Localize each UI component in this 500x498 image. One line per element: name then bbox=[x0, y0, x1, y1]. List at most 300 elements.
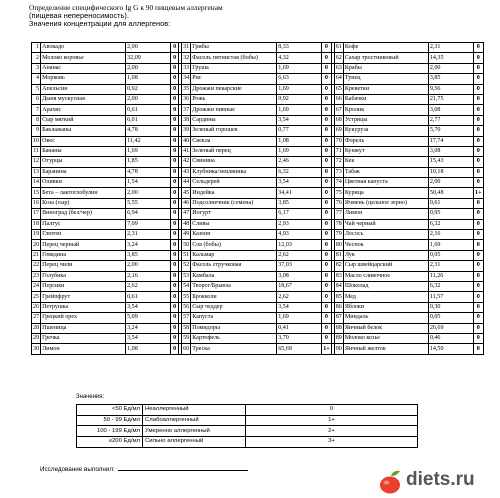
allergen-number: 68 bbox=[334, 115, 343, 125]
allergen-name: Табак bbox=[343, 167, 428, 177]
allergen-class: 0 bbox=[322, 74, 332, 84]
allergen-name: Грейпфрут bbox=[41, 292, 126, 302]
allergen-value: 50,48 bbox=[428, 188, 473, 198]
allergen-class: 0 bbox=[473, 157, 483, 167]
allergen-number: 56 bbox=[182, 302, 191, 312]
allergen-class: 0 bbox=[322, 115, 332, 125]
allergen-class: 0 bbox=[171, 43, 179, 53]
allergen-value: 37,03 bbox=[277, 261, 322, 271]
allergen-number: 35 bbox=[182, 84, 191, 94]
allergen-class: 0 bbox=[473, 250, 483, 260]
allergen-class: 0 bbox=[171, 136, 179, 146]
document-subtitle: (пищевая непереносимость). bbox=[29, 11, 129, 20]
allergen-name: Ананас bbox=[41, 63, 126, 73]
allergen-class: 0 bbox=[171, 126, 179, 136]
table-row bbox=[32, 136, 484, 146]
allergen-name: Баклажаны bbox=[41, 126, 126, 136]
allergen-number: 6 bbox=[32, 94, 41, 104]
allergen-number: 9 bbox=[32, 126, 41, 136]
allergen-name: Кофе bbox=[343, 43, 428, 53]
allergen-class: 0 bbox=[473, 126, 483, 136]
allergen-class: 0 bbox=[322, 157, 332, 167]
table-row bbox=[32, 167, 484, 177]
allergen-value: 4,78 bbox=[126, 167, 171, 177]
allergen-number: 15 bbox=[32, 188, 41, 198]
allergen-name: Фасоль пятнистая (бобы) bbox=[191, 53, 277, 63]
table-row bbox=[32, 302, 484, 312]
allergen-name: Масло сливочное bbox=[343, 271, 428, 281]
allergen-value: 0,41 bbox=[277, 323, 322, 333]
allergen-name: Сыр мягкий bbox=[41, 115, 126, 125]
allergen-name: Кролик bbox=[343, 105, 428, 115]
allergen-number: 24 bbox=[32, 281, 41, 291]
allergen-value: 6,32 bbox=[428, 219, 473, 229]
allergen-class: 0 bbox=[473, 167, 483, 177]
allergen-class: 0 bbox=[322, 292, 332, 302]
allergen-name: Чеснок bbox=[343, 240, 428, 250]
table-row bbox=[32, 115, 484, 125]
allergen-name: Курица bbox=[343, 188, 428, 198]
allergen-value: 34,41 bbox=[277, 188, 322, 198]
allergen-number: 36 bbox=[182, 94, 191, 104]
allergen-class: 0 bbox=[171, 344, 179, 354]
allergen-name: Грецкий орех bbox=[41, 313, 126, 323]
allergen-class: 0 bbox=[473, 281, 483, 291]
allergen-class: 0 bbox=[171, 302, 179, 312]
allergen-class: 0 bbox=[322, 240, 332, 250]
allergen-number: 30 bbox=[32, 344, 41, 354]
allergen-number: 73 bbox=[334, 167, 343, 177]
allergen-class: 0 bbox=[473, 333, 483, 343]
allergen-class: 0 bbox=[473, 292, 483, 302]
allergen-number: 77 bbox=[334, 209, 343, 219]
table-row bbox=[32, 323, 484, 333]
allergen-class: 0 bbox=[473, 63, 483, 73]
table-row bbox=[32, 84, 484, 94]
table-row bbox=[32, 146, 484, 156]
allergen-name: Перец черный bbox=[41, 240, 126, 250]
allergen-number: 74 bbox=[334, 178, 343, 188]
allergen-number: 1 bbox=[32, 43, 41, 53]
allergen-number: 11 bbox=[32, 146, 41, 156]
allergen-name: Пшеница bbox=[41, 323, 126, 333]
allergen-class: 0 bbox=[171, 250, 179, 260]
allergen-class: 0 bbox=[171, 167, 179, 177]
allergen-value: 1,85 bbox=[126, 157, 171, 167]
allergen-name: Камбала bbox=[191, 271, 277, 281]
allergen-name: Кабачки bbox=[343, 94, 428, 104]
allergen-number: 32 bbox=[182, 53, 191, 63]
allergen-class: 0 bbox=[171, 219, 179, 229]
allergen-class: 0 bbox=[322, 43, 332, 53]
allergen-name: Тунец bbox=[343, 74, 428, 84]
allergen-value: 1,69 bbox=[277, 146, 322, 156]
allergen-name: Кукуруза bbox=[343, 126, 428, 136]
allergen-value: 2,62 bbox=[277, 292, 322, 302]
allergen-number: 31 bbox=[182, 43, 191, 53]
allergen-value: 1,69 bbox=[277, 105, 322, 115]
allergen-name: Кунжут bbox=[343, 146, 428, 156]
allergen-class: 0 bbox=[322, 261, 332, 271]
allergen-value: 6,94 bbox=[126, 209, 171, 219]
legend-table bbox=[76, 404, 418, 448]
allergen-class: 0 bbox=[322, 230, 332, 240]
allergen-number: 21 bbox=[32, 250, 41, 260]
allergen-name: Миндаль bbox=[343, 313, 428, 323]
allergen-class: 0 bbox=[322, 281, 332, 291]
allergen-value: 12,03 bbox=[277, 240, 322, 250]
allergen-value: 2,00 bbox=[126, 63, 171, 73]
allergen-value: 0,92 bbox=[126, 84, 171, 94]
allergen-name: Сыр швейцарский bbox=[343, 261, 428, 271]
allergen-value: 1,69 bbox=[126, 146, 171, 156]
allergen-class: 0 bbox=[473, 105, 483, 115]
allergen-name: Лук bbox=[343, 250, 428, 260]
allergen-name: Сыр чеддер bbox=[191, 302, 277, 312]
allergen-value: 6,01 bbox=[126, 115, 171, 125]
legend-label: Сильно аллергенный bbox=[143, 437, 246, 448]
allergen-class: 0 bbox=[171, 146, 179, 156]
allergen-number: 85 bbox=[334, 292, 343, 302]
allergen-class: 1+ bbox=[473, 188, 483, 198]
allergen-name: Баранина bbox=[41, 167, 126, 177]
allergen-number: 64 bbox=[334, 74, 343, 84]
allergen-name: Арахис bbox=[41, 105, 126, 115]
signature-line bbox=[118, 470, 248, 471]
allergen-number: 66 bbox=[334, 94, 343, 104]
allergen-name: Шоколад bbox=[343, 281, 428, 291]
allergen-class: 0 bbox=[322, 333, 332, 343]
allergen-number: 84 bbox=[334, 281, 343, 291]
allergen-value: 0,05 bbox=[428, 313, 473, 323]
allergen-value: 2,00 bbox=[428, 178, 473, 188]
allergen-class: 0 bbox=[322, 302, 332, 312]
allergen-name: Казеин bbox=[191, 230, 277, 240]
allergen-class: 0 bbox=[171, 230, 179, 240]
allergen-name: Лосось bbox=[343, 230, 428, 240]
allergen-number: 34 bbox=[182, 74, 191, 84]
allergen-value: 0,05 bbox=[428, 250, 473, 260]
allergen-number: 5 bbox=[32, 84, 41, 94]
allergen-table bbox=[31, 42, 484, 355]
allergen-class: 0 bbox=[473, 43, 483, 53]
allergen-class: 0 bbox=[473, 323, 483, 333]
allergen-number: 25 bbox=[32, 292, 41, 302]
allergen-name: Помидоры bbox=[191, 323, 277, 333]
allergen-name: Молоко козье bbox=[343, 333, 428, 343]
allergen-name: Лимон bbox=[343, 209, 428, 219]
allergen-value: 3,70 bbox=[277, 333, 322, 343]
legend-row bbox=[77, 437, 418, 448]
allergen-number: 79 bbox=[334, 230, 343, 240]
allergen-value: 0,61 bbox=[428, 198, 473, 208]
allergen-name: Виноград (бел/чер) bbox=[41, 209, 126, 219]
allergen-name: Гречка bbox=[41, 333, 126, 343]
allergen-value: 2,00 bbox=[126, 188, 171, 198]
allergen-class: 0 bbox=[473, 209, 483, 219]
allergen-name: Яичный белок bbox=[343, 323, 428, 333]
allergen-name: Креветки bbox=[343, 84, 428, 94]
legend-class: 2+ bbox=[246, 426, 418, 437]
allergen-class: 0 bbox=[473, 94, 483, 104]
allergen-number: 69 bbox=[334, 126, 343, 136]
allergen-number: 81 bbox=[334, 250, 343, 260]
allergen-name: Зеленый горошек bbox=[191, 126, 277, 136]
allergen-name: Крабы bbox=[343, 63, 428, 73]
allergen-number: 61 bbox=[334, 43, 343, 53]
allergen-class: 0 bbox=[473, 198, 483, 208]
table-row bbox=[32, 43, 484, 53]
table-row bbox=[32, 126, 484, 136]
legend-row bbox=[77, 426, 418, 437]
allergen-class: 0 bbox=[473, 136, 483, 146]
allergen-value: 3,24 bbox=[126, 323, 171, 333]
allergen-class: 0 bbox=[322, 126, 332, 136]
allergen-name: Грибы bbox=[191, 43, 277, 53]
allergen-class: 0 bbox=[473, 146, 483, 156]
allergen-value: 3,54 bbox=[277, 178, 322, 188]
allergen-number: 39 bbox=[182, 126, 191, 136]
allergen-name: Творог/Брынза bbox=[191, 281, 277, 291]
allergen-name: Мед bbox=[343, 292, 428, 302]
performed-by-label: Исследование выполнил: bbox=[40, 466, 115, 473]
allergen-number: 54 bbox=[182, 281, 191, 291]
allergen-class: 0 bbox=[171, 292, 179, 302]
legend-range: 50 - 99 Ед/мл bbox=[77, 415, 143, 426]
allergen-value: 2,16 bbox=[126, 271, 171, 281]
allergen-name: Клубника/земляника bbox=[191, 167, 277, 177]
allergen-number: 16 bbox=[32, 198, 41, 208]
allergen-class: 0 bbox=[322, 105, 332, 115]
table-row bbox=[32, 292, 484, 302]
allergen-number: 12 bbox=[32, 157, 41, 167]
allergen-value: 0,46 bbox=[428, 333, 473, 343]
allergen-name: Чай черный bbox=[343, 219, 428, 229]
table-row bbox=[32, 94, 484, 104]
allergen-number: 87 bbox=[334, 313, 343, 323]
allergen-class: 0 bbox=[171, 105, 179, 115]
allergen-name: Картофель bbox=[191, 333, 277, 343]
allergen-number: 40 bbox=[182, 136, 191, 146]
allergen-number: 43 bbox=[182, 167, 191, 177]
allergen-number: 8 bbox=[32, 115, 41, 125]
allergen-value: 2,31 bbox=[428, 43, 473, 53]
table-row bbox=[32, 198, 484, 208]
table-row bbox=[32, 74, 484, 84]
allergen-class: 0 bbox=[171, 84, 179, 94]
allergen-value: 15,43 bbox=[428, 157, 473, 167]
allergen-number: 17 bbox=[32, 209, 41, 219]
allergen-number: 13 bbox=[32, 167, 41, 177]
allergen-value: 3,54 bbox=[277, 302, 322, 312]
allergen-number: 46 bbox=[182, 198, 191, 208]
allergen-name: Ячмень (цельное зерно) bbox=[343, 198, 428, 208]
allergen-name: Бета – лактоглобулин bbox=[41, 188, 126, 198]
allergen-name: Глютен bbox=[41, 230, 126, 240]
table-row bbox=[32, 188, 484, 198]
table-row bbox=[32, 271, 484, 281]
allergen-value: 9,56 bbox=[428, 84, 473, 94]
allergen-value: 11,26 bbox=[428, 271, 473, 281]
allergen-value: 26,69 bbox=[428, 323, 473, 333]
allergen-number: 45 bbox=[182, 188, 191, 198]
allergen-number: 3 bbox=[32, 63, 41, 73]
allergen-value: 1,54 bbox=[126, 178, 171, 188]
allergen-class: 0 bbox=[473, 178, 483, 188]
allergen-value: 2,62 bbox=[277, 250, 322, 260]
allergen-number: 49 bbox=[182, 230, 191, 240]
allergen-class: 0 bbox=[322, 323, 332, 333]
apple-icon bbox=[378, 470, 404, 494]
allergen-number: 7 bbox=[32, 105, 41, 115]
allergen-value: 1,69 bbox=[277, 313, 322, 323]
allergen-value: 3,54 bbox=[277, 115, 322, 125]
allergen-number: 90 bbox=[334, 344, 343, 354]
allergen-name: Дыня мускусная bbox=[41, 94, 126, 104]
allergen-value: 4,78 bbox=[126, 126, 171, 136]
allergen-name: Петрушка bbox=[41, 302, 126, 312]
allergen-value: 2,31 bbox=[126, 230, 171, 240]
allergen-name: Подсолнечник (семена) bbox=[191, 198, 277, 208]
allergen-number: 4 bbox=[32, 74, 41, 84]
allergen-class: 0 bbox=[322, 198, 332, 208]
values-caption: Значения концентрации для аллергенов: bbox=[29, 19, 171, 28]
table-row bbox=[32, 240, 484, 250]
allergen-value: 6,17 bbox=[277, 209, 322, 219]
table-row bbox=[32, 261, 484, 271]
allergen-name: Яблоки bbox=[343, 302, 428, 312]
allergen-value: 3,08 bbox=[277, 271, 322, 281]
legend-row bbox=[77, 415, 418, 426]
allergen-value: 10,18 bbox=[428, 167, 473, 177]
allergen-number: 80 bbox=[334, 240, 343, 250]
allergen-name: Устрицы bbox=[343, 115, 428, 125]
legend-label: Неаллергенный bbox=[143, 405, 246, 416]
allergen-name: Индейка bbox=[191, 188, 277, 198]
allergen-value: 0,92 bbox=[277, 94, 322, 104]
table-row bbox=[32, 281, 484, 291]
allergen-number: 51 bbox=[182, 250, 191, 260]
legend-range: <50 Ед/мл bbox=[77, 405, 143, 416]
allergen-value: 14,35 bbox=[428, 53, 473, 63]
allergen-class: 0 bbox=[473, 230, 483, 240]
allergen-value: 6,32 bbox=[277, 167, 322, 177]
allergen-class: 0 bbox=[171, 198, 179, 208]
allergen-class: 0 bbox=[322, 178, 332, 188]
allergen-number: 18 bbox=[32, 219, 41, 229]
allergen-class: 0 bbox=[171, 281, 179, 291]
allergen-value: 4,93 bbox=[277, 230, 322, 240]
allergen-value: 5,70 bbox=[428, 126, 473, 136]
allergen-class: 0 bbox=[473, 240, 483, 250]
allergen-name: Палтус bbox=[41, 219, 126, 229]
allergen-class: 0 bbox=[171, 240, 179, 250]
allergen-name: Капуста bbox=[191, 313, 277, 323]
allergen-class: 0 bbox=[473, 271, 483, 281]
allergen-number: 83 bbox=[334, 271, 343, 281]
allergen-value: 5,55 bbox=[126, 198, 171, 208]
allergen-number: 48 bbox=[182, 219, 191, 229]
allergen-value: 65,69 bbox=[277, 344, 322, 354]
allergen-number: 14 bbox=[32, 178, 41, 188]
allergen-number: 60 bbox=[182, 344, 191, 354]
allergen-number: 65 bbox=[334, 84, 343, 94]
allergen-class: 0 bbox=[171, 157, 179, 167]
allergen-name: Овес bbox=[41, 136, 126, 146]
allergen-name: Фасоль стручковая bbox=[191, 261, 277, 271]
allergen-class: 0 bbox=[171, 323, 179, 333]
allergen-name: Рис bbox=[191, 74, 277, 84]
allergen-value: 3,08 bbox=[428, 105, 473, 115]
table-row bbox=[32, 250, 484, 260]
allergen-class: 0 bbox=[322, 84, 332, 94]
allergen-value: 0,61 bbox=[126, 292, 171, 302]
allergen-name: Молоко коровье bbox=[41, 53, 126, 63]
allergen-class: 0 bbox=[171, 115, 179, 125]
allergen-class: 0 bbox=[171, 313, 179, 323]
table-row bbox=[32, 105, 484, 115]
allergen-value: 7,09 bbox=[126, 219, 171, 229]
allergen-value: 18,67 bbox=[277, 281, 322, 291]
allergen-name: Персики bbox=[41, 281, 126, 291]
allergen-name: Сахар тростниковый bbox=[343, 53, 428, 63]
table-row bbox=[32, 53, 484, 63]
allergen-name: Форель bbox=[343, 136, 428, 146]
allergen-name: Сливы bbox=[191, 219, 277, 229]
allergen-name: Цветная капуста bbox=[343, 178, 428, 188]
allergen-class: 0 bbox=[473, 261, 483, 271]
allergen-class: 0 bbox=[171, 271, 179, 281]
allergen-number: 10 bbox=[32, 136, 41, 146]
allergen-value: 2,31 bbox=[428, 261, 473, 271]
allergen-name: Дрожжи пивные bbox=[191, 105, 277, 115]
allergen-number: 71 bbox=[334, 146, 343, 156]
allergen-number: 63 bbox=[334, 63, 343, 73]
allergen-value: 6,63 bbox=[277, 74, 322, 84]
allergen-value: 6,32 bbox=[428, 281, 473, 291]
allergen-class: 1+ bbox=[322, 344, 332, 354]
allergen-value: 1,69 bbox=[428, 240, 473, 250]
legend-label: Слабоаллергенный bbox=[143, 415, 246, 426]
allergen-class: 0 bbox=[171, 63, 179, 73]
allergen-name: Свинина bbox=[191, 157, 277, 167]
allergen-name: Свекла bbox=[191, 136, 277, 146]
allergen-value: 21,75 bbox=[428, 94, 473, 104]
allergen-value: 4,32 bbox=[277, 53, 322, 63]
allergen-value: 1,08 bbox=[277, 136, 322, 146]
allergen-value: 5,09 bbox=[126, 313, 171, 323]
allergen-number: 53 bbox=[182, 271, 191, 281]
allergen-number: 27 bbox=[32, 313, 41, 323]
table-row bbox=[32, 157, 484, 167]
allergen-value: 2,62 bbox=[126, 281, 171, 291]
legend-title: Значения: bbox=[76, 394, 105, 400]
allergen-number: 58 bbox=[182, 323, 191, 333]
allergen-number: 57 bbox=[182, 313, 191, 323]
allergen-class: 0 bbox=[322, 250, 332, 260]
allergen-number: 42 bbox=[182, 157, 191, 167]
allergen-number: 44 bbox=[182, 178, 191, 188]
table-row bbox=[32, 219, 484, 229]
allergen-number: 41 bbox=[182, 146, 191, 156]
allergen-value: 3,24 bbox=[126, 240, 171, 250]
allergen-name: Кек bbox=[343, 157, 428, 167]
allergen-number: 62 bbox=[334, 53, 343, 63]
allergen-number: 55 bbox=[182, 292, 191, 302]
allergen-class: 0 bbox=[171, 53, 179, 63]
site-logo[interactable] bbox=[378, 468, 496, 494]
allergen-name: Сельдерей bbox=[191, 178, 277, 188]
